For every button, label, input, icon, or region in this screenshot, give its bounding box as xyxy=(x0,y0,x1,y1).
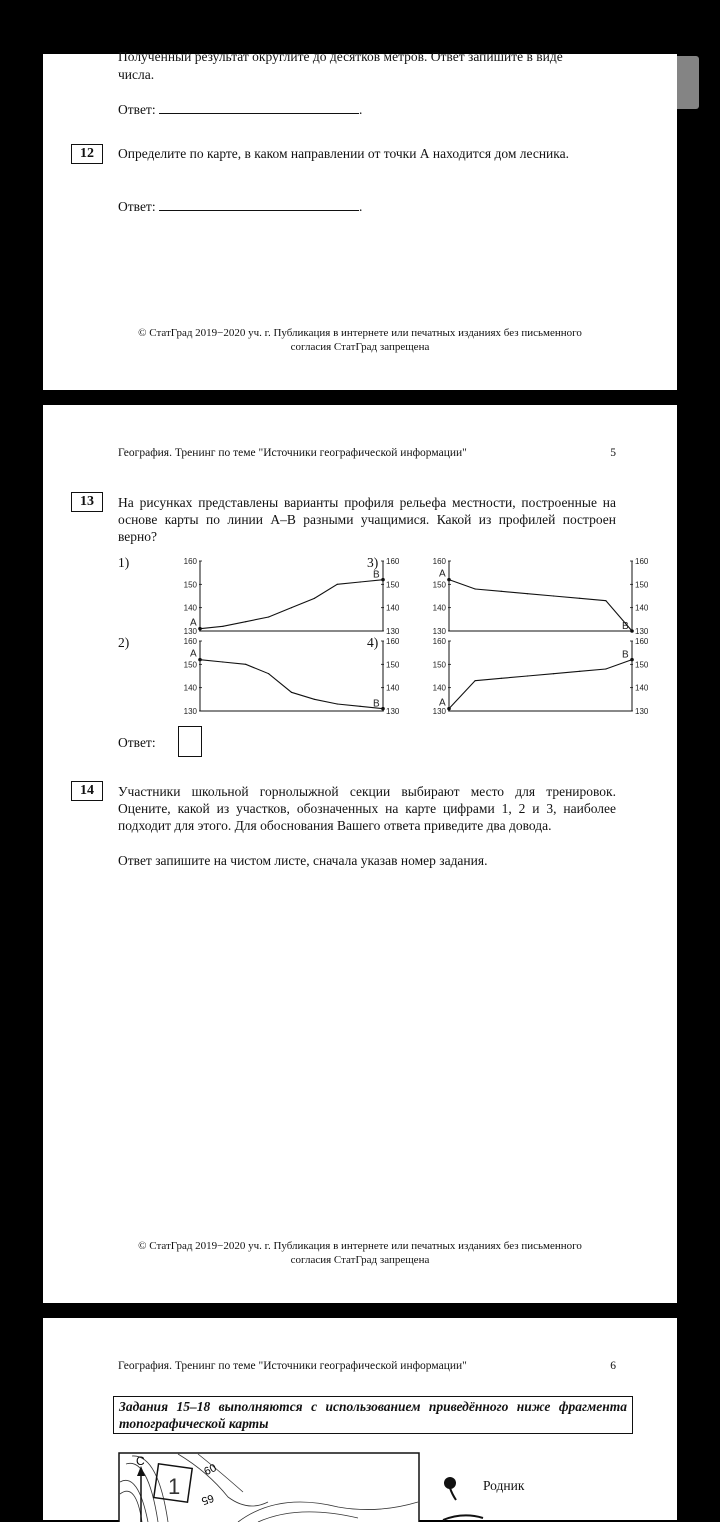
tick-label: 140 xyxy=(183,603,197,613)
answer-line[interactable] xyxy=(159,198,359,211)
profile-point xyxy=(605,600,606,601)
profile-point xyxy=(314,598,315,599)
profile-point xyxy=(475,588,476,589)
profile-line xyxy=(200,580,383,629)
profile-point xyxy=(579,598,580,599)
profile-chart-3 xyxy=(384,553,649,636)
profile-chart-2 xyxy=(135,633,400,716)
copyright-footer xyxy=(43,326,677,354)
answer-row: Ответ: . xyxy=(118,199,363,214)
profile-point xyxy=(314,699,315,700)
profile-point xyxy=(360,581,361,582)
tick-label: 150 xyxy=(386,660,400,670)
tick-label: 130 xyxy=(635,627,649,636)
point-b-label: B xyxy=(622,649,629,661)
page-number: 6 xyxy=(610,1360,616,1372)
page-3 xyxy=(43,1318,677,1520)
question-number-13: 13 xyxy=(71,492,103,512)
point-a-marker xyxy=(198,627,202,631)
answer-box[interactable] xyxy=(178,726,202,757)
point-a-label: A xyxy=(439,697,446,709)
footer-line: согласия СтатГрад запрещена xyxy=(290,1254,430,1266)
profile-point xyxy=(245,664,246,665)
tick-label: 140 xyxy=(432,603,446,613)
profile-line xyxy=(449,580,632,631)
tick-label: 130 xyxy=(183,707,197,716)
header-title: География. Тренинг по теме "Источники географической информации" xyxy=(118,1360,467,1372)
point-b-label: B xyxy=(373,569,380,581)
answer-label: Ответ: xyxy=(118,735,156,750)
point-b-marker xyxy=(630,629,634,633)
answer-row: Ответ: . xyxy=(118,102,363,117)
tick-label: 160 xyxy=(183,637,197,646)
profile-chart-4 xyxy=(384,633,649,716)
profile-point xyxy=(475,680,476,681)
point-b-label: B xyxy=(373,698,380,710)
profile-point xyxy=(360,706,361,707)
point-a-marker xyxy=(447,707,451,711)
profile-point xyxy=(222,626,223,627)
tick-label: 140 xyxy=(183,683,197,693)
profile-label-4: 4) xyxy=(367,635,379,650)
copyright-footer xyxy=(43,1239,677,1267)
profile-chart-1 xyxy=(135,553,400,636)
profile-point xyxy=(501,678,502,679)
tick-label: 160 xyxy=(386,557,400,566)
profile-point xyxy=(553,595,554,596)
tick-label: 150 xyxy=(635,580,649,590)
profile-label-2: 2) xyxy=(118,635,130,650)
profile-point xyxy=(222,661,223,662)
point-a-label: A xyxy=(190,617,197,629)
tick-label: 160 xyxy=(432,637,446,646)
page-1 xyxy=(43,49,677,390)
tick-label: 150 xyxy=(183,660,197,670)
header-title: География. Тренинг по теме "Источники географической информации" xyxy=(118,447,467,459)
answer-label: Ответ: xyxy=(118,199,156,214)
tick-label: 150 xyxy=(432,580,446,590)
profile-point xyxy=(527,593,528,594)
tick-label: 130 xyxy=(432,627,446,636)
tick-label: 130 xyxy=(183,627,197,636)
profile-line xyxy=(449,660,632,709)
answer-label: Ответ: xyxy=(118,102,156,117)
tick-label: 130 xyxy=(386,707,400,716)
point-b-marker xyxy=(630,658,634,662)
contour-label: 65 xyxy=(199,1491,216,1507)
point-a-label: A xyxy=(439,568,446,580)
question-number-14: 14 xyxy=(71,781,103,801)
footer-line: © СтатГрад 2019−2020 уч. г. Публикация в интернете или печатных изданиях без письменного xyxy=(138,327,582,339)
north-label: С xyxy=(136,1454,145,1468)
legend-spring-label: Родник xyxy=(483,1478,525,1493)
tick-label: 140 xyxy=(635,683,649,693)
profile-point xyxy=(268,673,269,674)
profile-point xyxy=(291,607,292,608)
question-14-instruction: Ответ запишите на чистом листе, сначала указав номер задания. xyxy=(118,853,488,868)
footer-line: согласия СтатГрад запрещена xyxy=(290,341,430,353)
question-12-text: Определите по карте, в каком направлении от точки А находится дом лесника. xyxy=(118,146,569,161)
tick-label: 160 xyxy=(386,637,400,646)
tick-label: 160 xyxy=(183,557,197,566)
profile-label-1: 1) xyxy=(118,555,130,570)
tick-label: 140 xyxy=(386,603,400,613)
profile-point xyxy=(501,591,502,592)
page-header xyxy=(118,447,616,459)
page-number: 5 xyxy=(610,447,616,459)
tick-label: 160 xyxy=(635,557,649,566)
text-line: числа. xyxy=(118,67,155,82)
tick-label: 130 xyxy=(635,707,649,716)
profile-point xyxy=(291,692,292,693)
tick-label: 150 xyxy=(386,580,400,590)
profile-point xyxy=(245,621,246,622)
profile-label-3: 3) xyxy=(367,555,379,570)
map-square-label: 1 xyxy=(168,1474,181,1499)
profile-line xyxy=(200,660,383,709)
legend-symbol-cut xyxy=(443,1512,503,1520)
tick-label: 130 xyxy=(386,627,400,636)
tick-label: 140 xyxy=(432,683,446,693)
tick-label: 160 xyxy=(635,637,649,646)
profile-point xyxy=(579,671,580,672)
tick-label: 150 xyxy=(635,660,649,670)
profile-point xyxy=(337,584,338,585)
tasks-instruction-box: Задания 15–18 выполняются с использованием приведённого ниже фрагмента топографической карты xyxy=(113,1396,633,1434)
tick-label: 160 xyxy=(432,557,446,566)
tick-label: 140 xyxy=(635,603,649,613)
profile-point xyxy=(605,668,606,669)
point-a-label: A xyxy=(190,648,197,660)
question-13-text: На рисунках представлены варианты профиля рельефа местности, построенные на основе карты по линии А–В разными учащимися. Какой из профилей построен верно? xyxy=(118,495,616,544)
tick-label: 140 xyxy=(386,683,400,693)
footer-line: © СтатГрад 2019−2020 уч. г. Публикация в интернете или печатных изданиях без письменного xyxy=(138,1240,582,1252)
tick-label: 150 xyxy=(432,660,446,670)
answer-line[interactable] xyxy=(159,101,359,114)
profile-point xyxy=(553,673,554,674)
point-a-marker xyxy=(198,658,202,662)
profile-point xyxy=(527,675,528,676)
profile-point xyxy=(337,703,338,704)
question-number-12: 12 xyxy=(71,144,103,164)
tick-label: 150 xyxy=(183,580,197,590)
question-14-text: Участники школьной горнолыжной секции выбирают место для тренировок. Оцените, какой из участков, обозначенных на карте цифрами 1, 2 и 3, наиболее подходит для этого. Для обоснования Вашего ответа приведите два довода. xyxy=(118,784,616,833)
topographic-map-fragment xyxy=(118,1452,423,1522)
profile-point xyxy=(268,616,269,617)
spring-icon xyxy=(440,1474,460,1504)
page-2 xyxy=(43,405,677,1303)
contour-label: 60 xyxy=(202,1461,219,1479)
page-header xyxy=(118,1360,616,1372)
point-a-marker xyxy=(447,578,451,582)
point-b-label: B xyxy=(622,621,629,632)
cut-off-line: Полученный результат округлите до десятков метров. Ответ запишите в виде xyxy=(118,49,563,64)
tick-label: 130 xyxy=(432,707,446,716)
